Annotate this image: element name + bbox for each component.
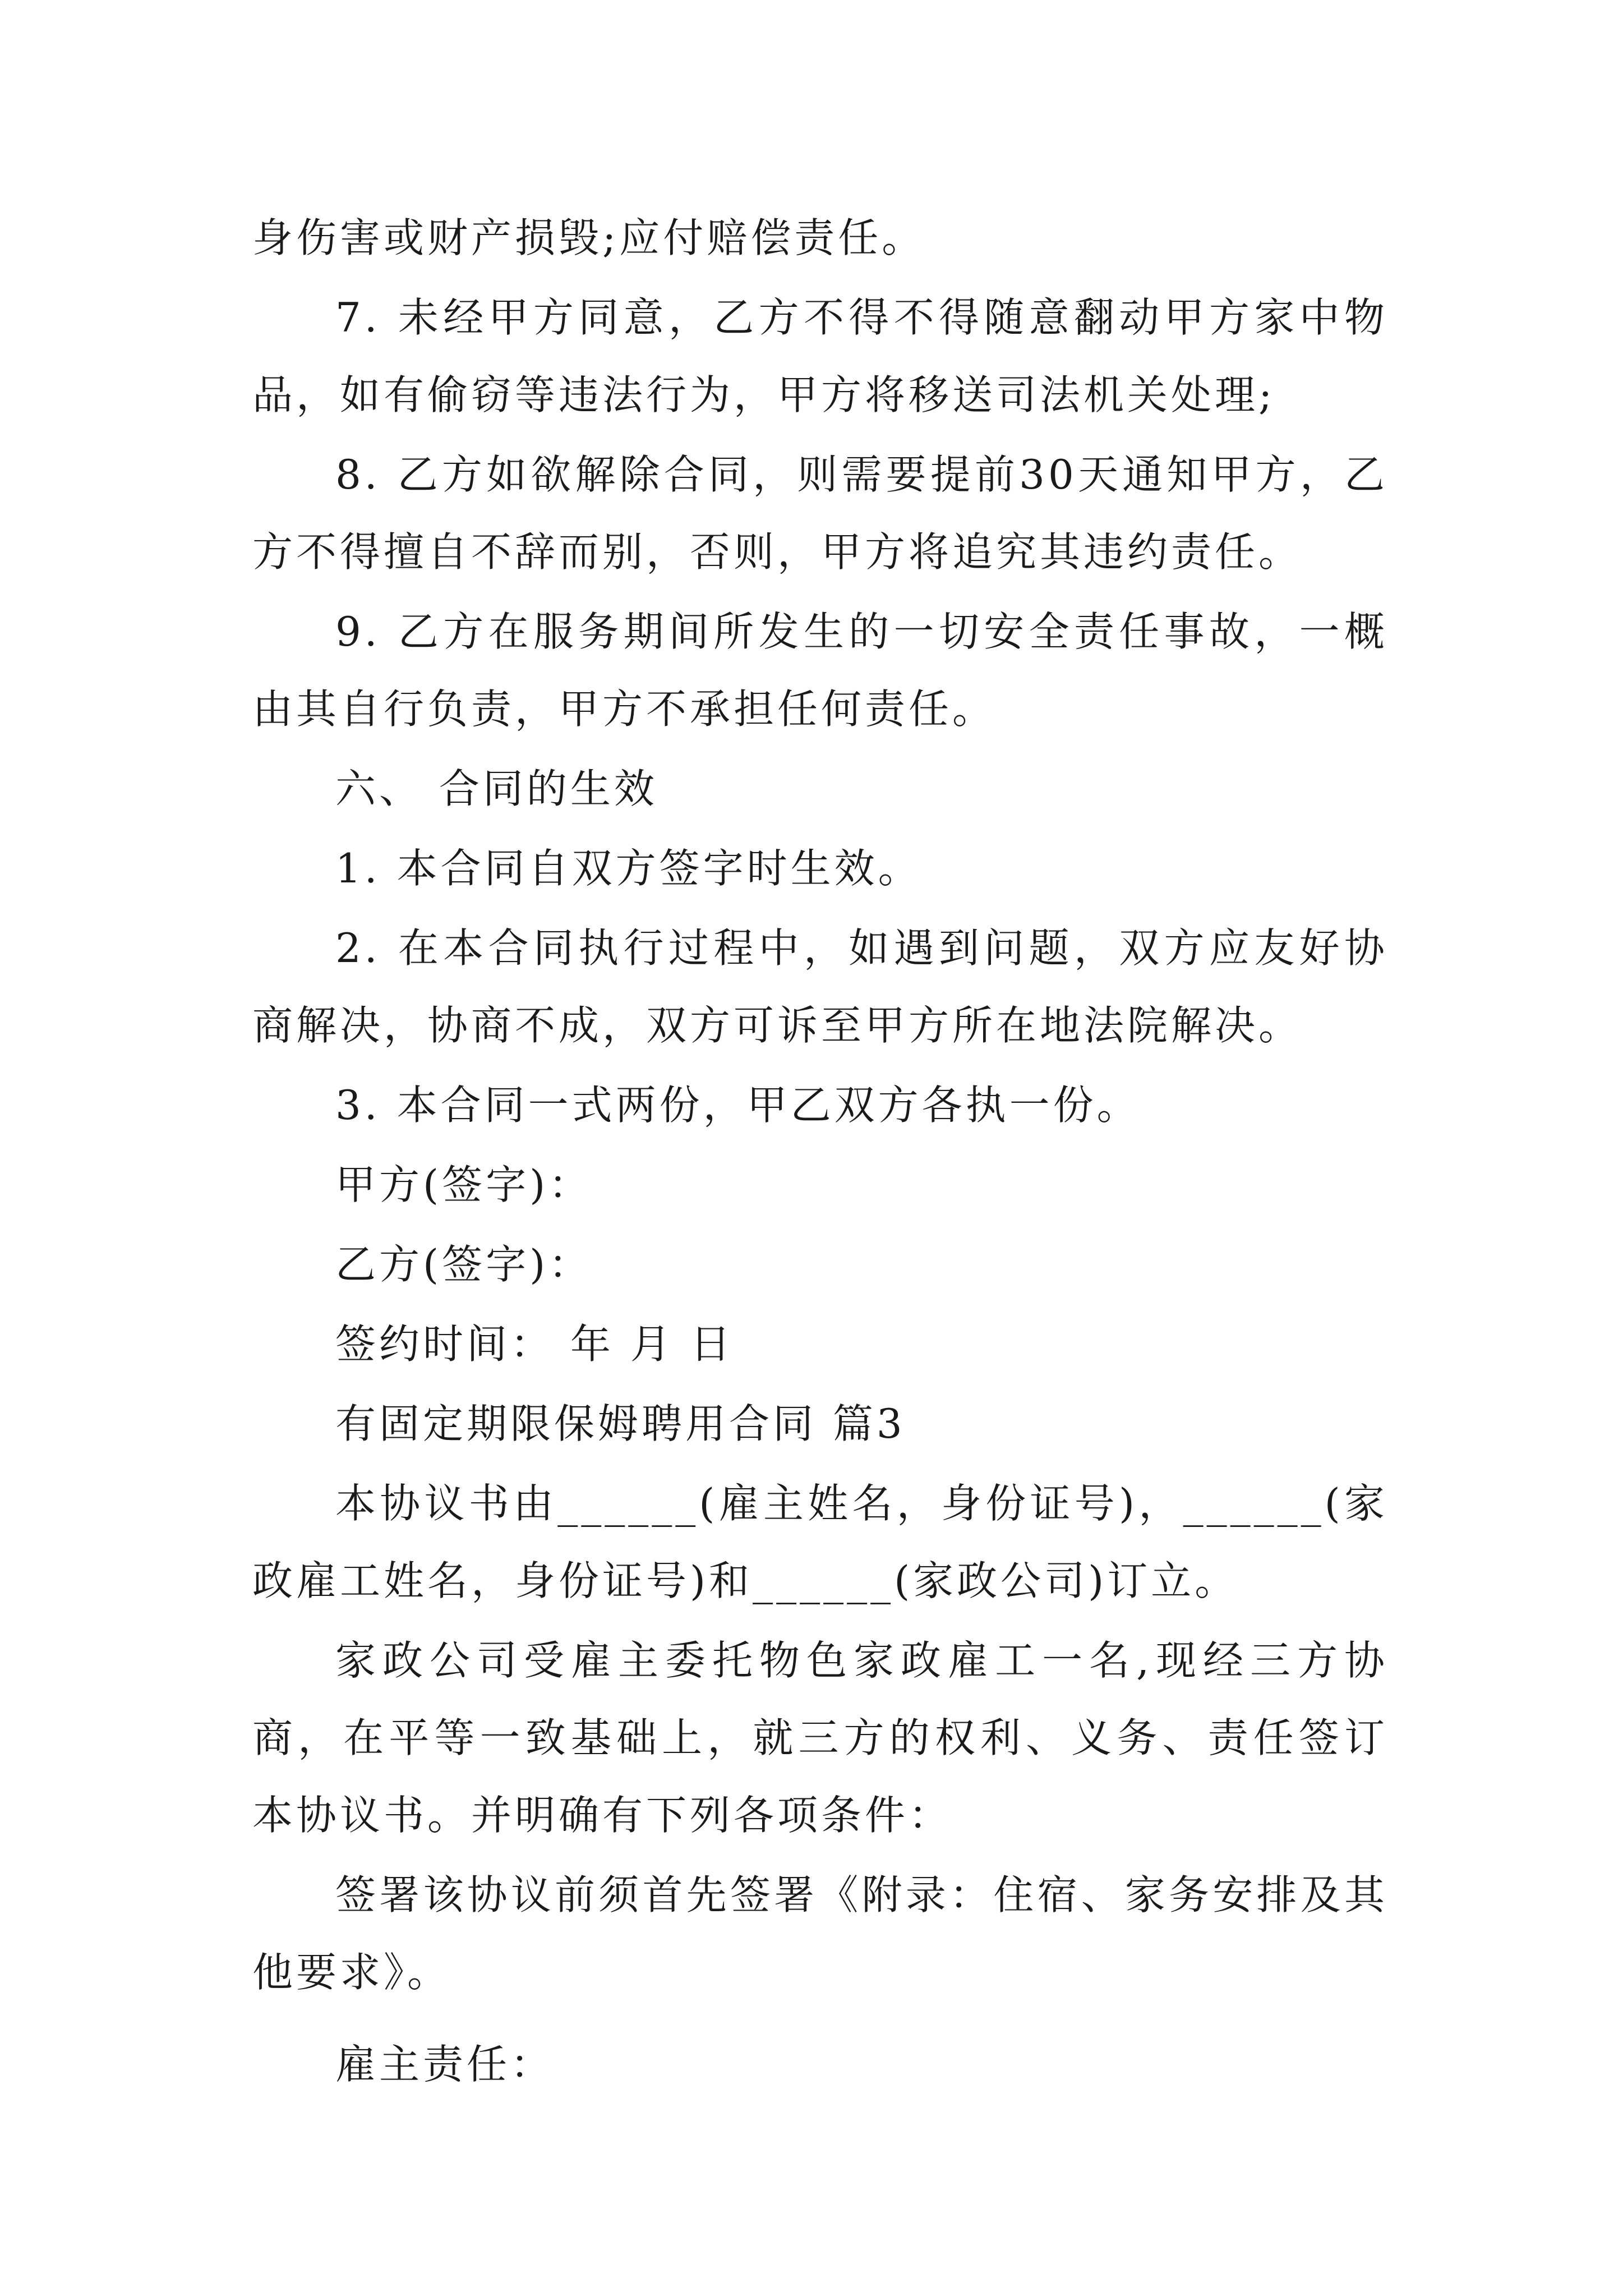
contract-title-part-3: 有固定期限保姆聘用合同 篇3 <box>335 1400 906 1447</box>
agreement-intro: 家政公司受雇主委托物色家政雇工一名,现经三方协商，在平等一致基础上，就三方的权利、义务、责任签订本协议书。并明确有下列各项条件： <box>252 1637 1388 1839</box>
clause-8: 8. 乙方如欲解除合同，则需要提前30天通知甲方，乙方不得擅自不辞而别，否则，甲方将追究其违约责任。 <box>252 451 1388 576</box>
appendix-requirement: 签署该协议前须首先签署《附录：住宿、家务安排及其他要求》。 <box>252 1871 1388 1996</box>
effect-clause-3: 3. 本合同一式两份，甲乙双方各执一份。 <box>335 1082 1141 1129</box>
paragraph-continuation: 身伤害或财产损毁;应付赔偿责任。 <box>252 214 926 261</box>
clause-9: 9. 乙方在服务期间所发生的一切安全责任事故，一概由其自行负责，甲方不承担任何责任。 <box>252 608 1388 733</box>
document-body <box>252 199 1388 2103</box>
party-a-signature: 甲方(签字)： <box>335 1161 593 1208</box>
party-b-signature: 乙方(签字)： <box>335 1241 593 1288</box>
section-heading-effectiveness: 六、 合同的生效 <box>335 765 658 812</box>
clause-7: 7. 未经甲方同意，乙方不得不得随意翻动甲方家中物品，如有偷窃等违法行为，甲方将移送司法机关处理; <box>252 294 1388 418</box>
effect-clause-1: 1. 本合同自双方签字时生效。 <box>335 845 922 892</box>
agreement-parties: 本协议书由______(雇主姓名，身份证号)，______(家政雇工姓名，身份证号)和______(家政公司)订立。 <box>252 1480 1388 1604</box>
employer-responsibility-heading: 雇主责任： <box>335 2041 555 2088</box>
signing-date: 签约时间： 年 月 日 <box>335 1320 734 1368</box>
effect-clause-2: 2. 在本合同执行过程中，如遇到问题，双方应友好协商解决，协商不成，双方可诉至甲方所在地法院解决。 <box>252 924 1388 1049</box>
